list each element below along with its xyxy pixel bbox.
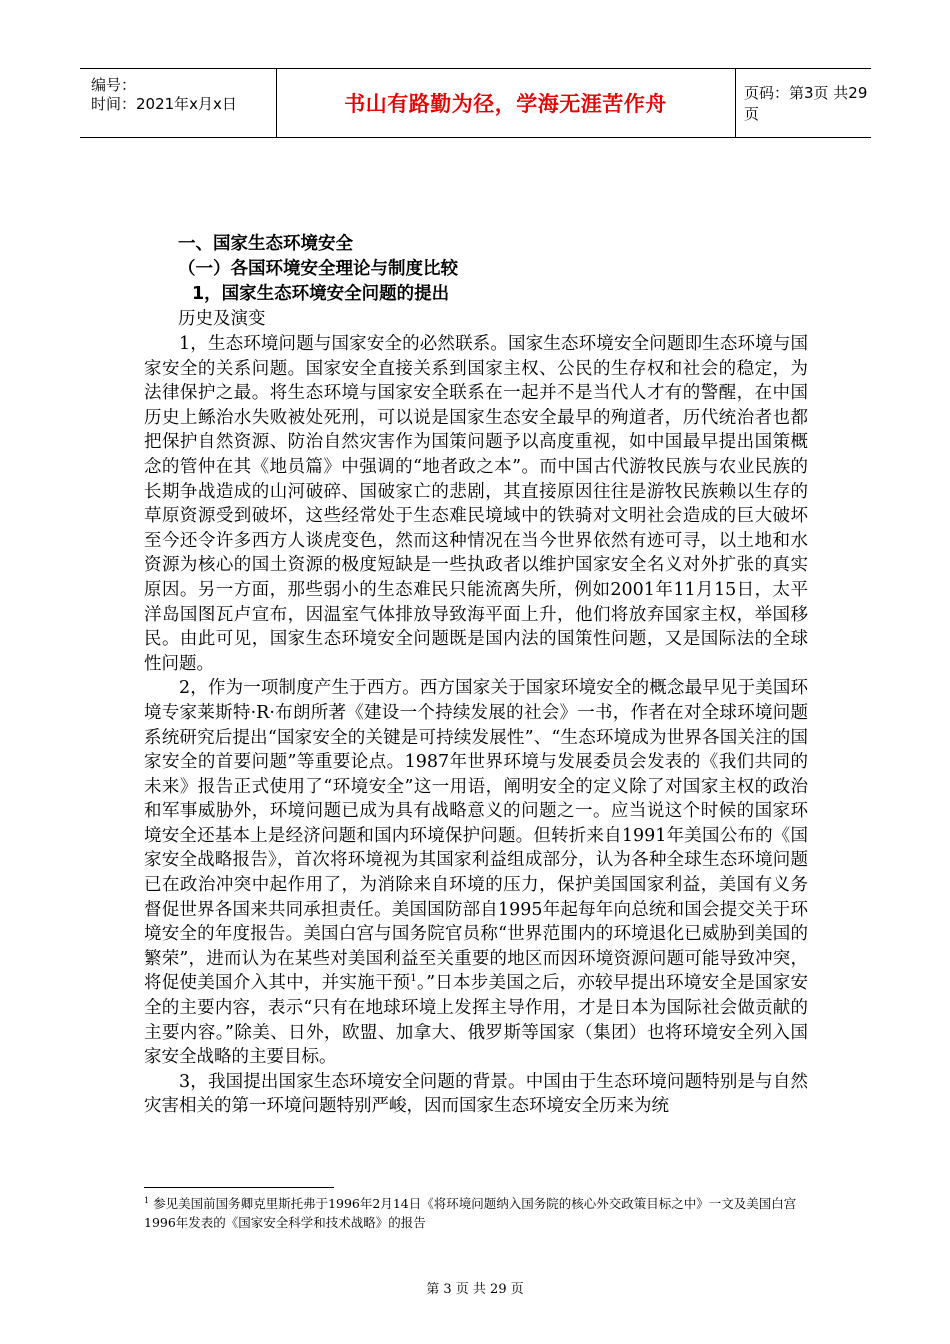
header-page-number: 页码：第3页 共29页	[744, 84, 868, 123]
paragraph-2-part-b: 。”日本步美国之后，亦较早提出环境安全是国家安全的主要内容，表示“只有在地球环境上发挥主导作用，才是日本为国际社会做贡献的主要内容。”除美、日外，欧盟、加拿大、俄罗斯等国家（集团）也将环境安全列入国家安全战略的主要目标。	[144, 973, 808, 1068]
doc-number: 编号：	[91, 76, 137, 94]
paragraph-2-part-a: 2，作为一项制度产生于西方。西方国家关于国家环境安全的概念最早见于美国环境专家莱斯特·R·布朗所著《建设一个持续发展的社会》一书，作者在对全球环境问题系统研究后提出“国家安全的关键是可持续发展性”、“生态环境成为世界各国关注的国家安全的首要问题”等重要论点。1987年世界环境与发展委员会发表的《我们共同的未来》报告正式使用了“环境安全”这一用语，阐明安全的定义除了对国家主权的政治和军事威胁外，环境问题已成为具有战略意义的问题之一。应当说这个时候的国家环境安全还基本上是经济问题和国内环境保护问题。但转折来自1991年美国公布的《国家安全战略报告》，首次将环境视为其国家利益组成部分，认为各种全球生态环境问题已在政治冲突中起作用了，为消除来自环境的压力，保护美国国家利益，美国有义务督促世界各国来共同承担责任。美国国防部自1995年起每年向总统和国会提交关于环境安全的年度报告。美国白宫与国务院官员称“世界范围内的环境退化已威胁到美国的繁荣”，进而认为在某些对美国利益至关重要的地区而因环境资源问题可能导致冲突，将促使美国介入其中，并实施干预	[144, 678, 808, 994]
header-motto-cell	[276, 69, 736, 137]
header-motto: 书山有路勤为径，学海无涯苦作舟	[344, 92, 667, 116]
paragraph-3: 3，我国提出国家生态环境安全问题的背景。中国由于生态环境问题特别是与自然灾害相关的第一环境问题特别严峻，因而国家生态环境安全历来为统	[144, 1071, 808, 1117]
footnote	[144, 1194, 808, 1232]
footnote-mark: 1	[144, 1195, 150, 1205]
page-footer: 第 3 页 共 29 页	[426, 1282, 524, 1297]
section-heading: 一、国家生态环境安全	[178, 234, 353, 254]
subsection-heading: （一）各国环境安全理论与制度比较	[178, 259, 458, 279]
paragraph-2	[144, 676, 808, 1070]
footnote-ref[interactable]: 1	[410, 973, 417, 985]
document-header	[80, 68, 871, 138]
paragraph-1: 1，生态环境问题与国家安全的必然联系。国家生态环境安全问题即生态环境与国家安全的关系问题。国家安全直接关系到国家主权、公民的生存权和社会的稳定，为法律保护之最。将生态环境与国家安全联系在一起并不是当代人才有的警醒，在中国历史上鲧治水失败被处死刑，可以说是国家生态安全最早的殉道者，历代统治者也都把保护自然资源、防治自然灾害作为国策问题予以高度重视，如中国最早提出国策概念的管仲在其《地员篇》中强调的“地者政之本”。而中国古代游牧民族与农业民族的长期争战造成的山河破碎、国破家亡的悲剧，其直接原因往往是游牧民族赖以生存的草原资源受到破坏，这些经常处于生态难民境域中的铁骑对文明社会造成的巨大破坏至今还令许多西方人谈虎变色，然而这种情况在当今世界依然有迹可寻，以土地和水资源为核心的国土资源的极度短缺是一些执政者以维护国家安全名义对外扩张的真实原因。另一方面，那些弱小的生态难民只能流离失所，例如2001年11月15日，太平洋岛国图瓦卢宣布，因温室气体排放导致海平面上升，他们将放弃国家主权，举国移民。由此可见，国家生态环境安全问题既是国内法的国策性问题，又是国际法的全球性问题。	[144, 334, 808, 674]
doc-date: 时间：2021年x月x日	[91, 95, 237, 113]
header-meta	[80, 69, 277, 137]
document-body	[144, 232, 808, 1119]
footnote-divider	[144, 1187, 334, 1188]
topic-subheading: 历史及演变	[178, 309, 266, 329]
topic-heading: 1，国家生态环境安全问题的提出	[192, 284, 450, 304]
footnote-text: 参见美国前国务卿克里斯托弗于1996年2月14日《将环境问题纳入国务院的核心外交政策目标之中》一文及美国白宫1996年发表的《国家安全科学和技术战略》的报告	[144, 1196, 797, 1230]
